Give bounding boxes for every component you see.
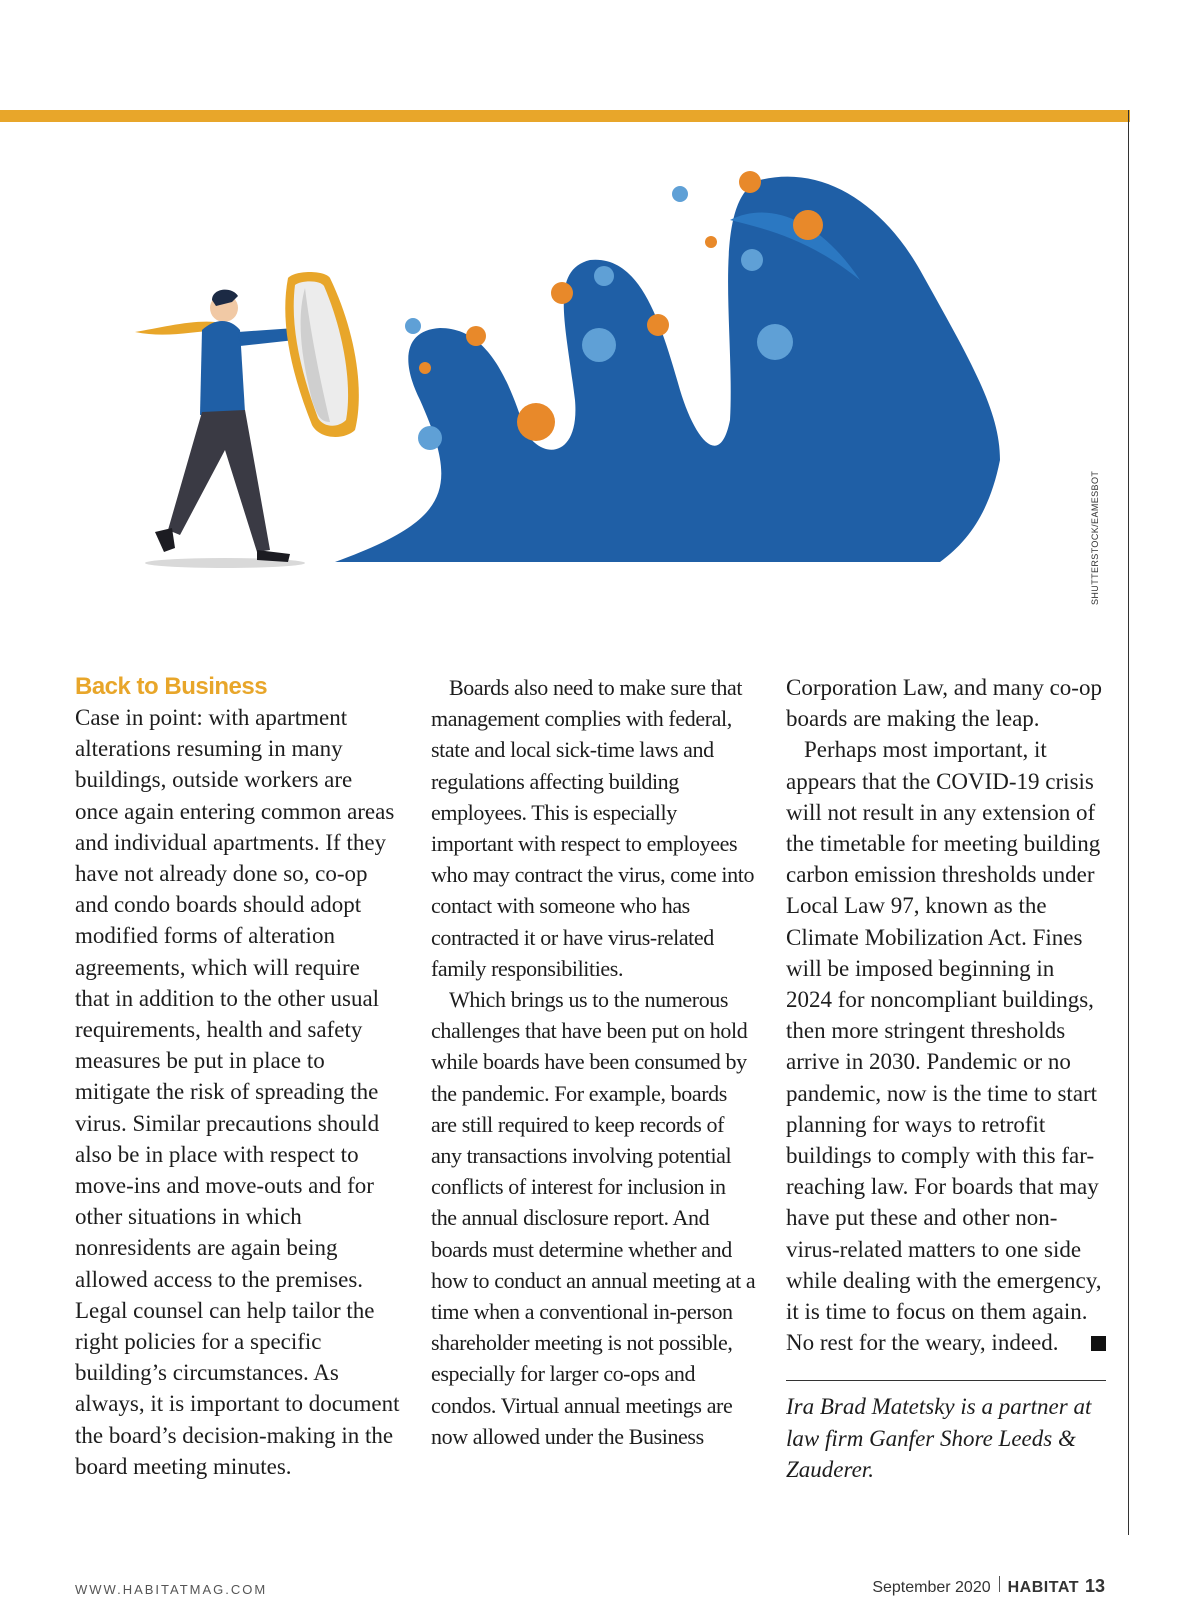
businessman-icon bbox=[135, 290, 295, 562]
shield-icon bbox=[285, 272, 359, 437]
paragraph: Boards also need to make sure that management complies with federal, state and local sick-time laws and regulations affecting building employees. This is especially important with respect to employees who may contract the virus, come into contact with someone who has contracted it or have virus-related family responsibilities. bbox=[431, 675, 755, 981]
photo-credit: SHUTTERSTOCK/EAMESBOT bbox=[1090, 470, 1100, 605]
column-1 bbox=[75, 672, 400, 1482]
end-mark-icon bbox=[1091, 1336, 1106, 1351]
footer-magazine: HABITAT bbox=[1007, 1579, 1079, 1596]
paragraph: Case in point: with apartment alterations resuming in many buildings, outside workers are once again entering common areas and individual apartments. If they have not already done so, co-op and condo boards should adopt modified forms of alteration agreements, which will require that in addition to the other usual requirements, health and safety measures be put in place to mitigate the risk of spreading the virus. Similar precautions should also be in place with respect to move-ins and move-outs and for other situations in which nonresidents are again being allowed access to the premises. Legal counsel can help tailor the right policies for a specific building’s circumstances. As always, it is important to document the board’s decision-making in the board meeting minutes. bbox=[75, 705, 400, 1479]
column-3 bbox=[786, 672, 1106, 1485]
bio-divider bbox=[786, 1380, 1106, 1381]
footer-divider bbox=[999, 1576, 1000, 1592]
column-2 bbox=[431, 672, 756, 1452]
top-accent-rule bbox=[0, 110, 1130, 122]
author-bio: Ira Brad Matetsky is a partner at law firm Ganfer Shore Leeds & Zauderer. bbox=[786, 1394, 1092, 1482]
footer-folio bbox=[872, 1576, 1105, 1597]
footer-website: WWW.HABITATMAG.COM bbox=[75, 1582, 268, 1597]
paragraph: Corporation Law, and many co-op boards are making the leap. bbox=[786, 675, 1102, 732]
section-title: Back to Business bbox=[75, 673, 268, 700]
paragraph-text: Perhaps most important, it appears that the COVID-19 crisis will not result in any extension of the timetable for meeting building carbon emission thresholds under Local Law 97, known as the Climate Mobilization Act. Fines will be imposed beginning in 2024 for noncompliant buildings, then more stringent thresholds arrive in 2030. Pandemic or no pandemic, now is the time to start planning for ways to retrofit buildings to comply with this far-reaching law. For boards that may have put these and other non-virus-related matters to one side while dealing with the emergency, it is time to focus on them again. No rest for the weary, indeed. bbox=[786, 737, 1102, 1356]
footer-date: September 2020 bbox=[872, 1579, 991, 1596]
page-number: 13 bbox=[1084, 1576, 1105, 1596]
paragraph-final bbox=[786, 734, 1106, 1358]
man-with-shield-facing-virus-wave-icon bbox=[120, 160, 1070, 600]
paragraph: Which brings us to the numerous challenges that have been put on hold while boards have been consumed by the pandemic. For example, boards are still required to keep records of any transactions involving potential conflicts of interest for inclusion in the annual disclosure report. And boards must determine whether and how to conduct an annual meeting at a time when a conventional in-person shareholder meeting is not possible, especially for larger co-ops and condos. Virtual annual meetings are now allowed under the Business bbox=[431, 987, 756, 1449]
right-column-rule bbox=[1128, 110, 1129, 1535]
